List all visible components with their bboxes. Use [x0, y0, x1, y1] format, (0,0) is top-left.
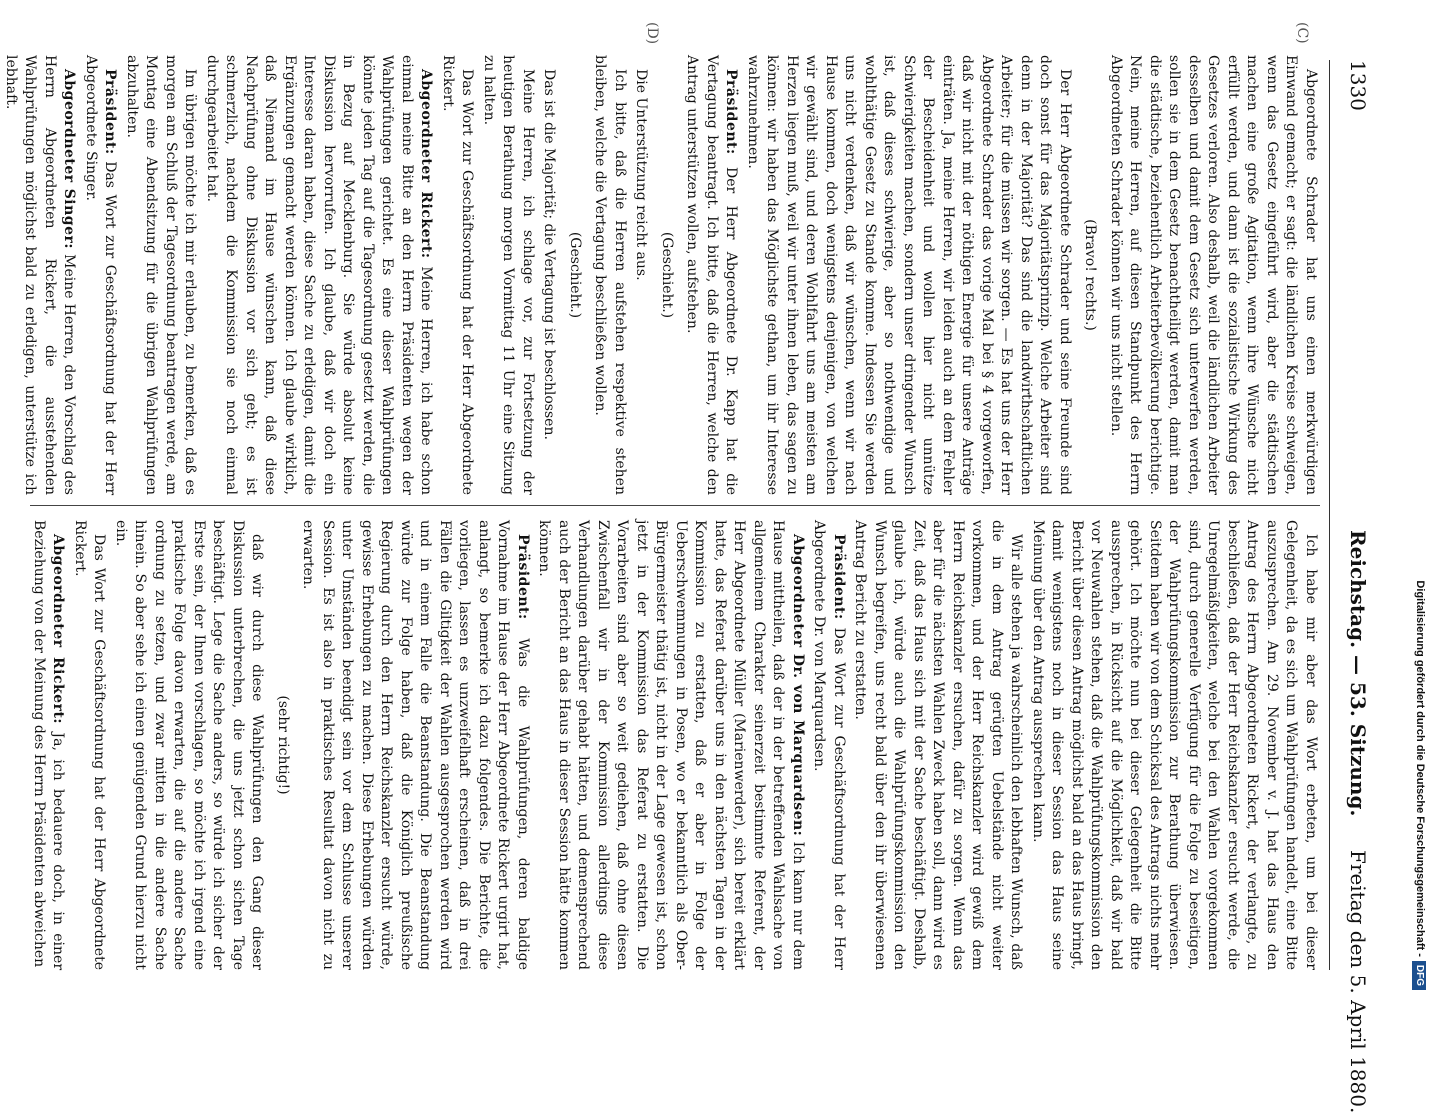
paragraph-text: (Bravo! rechts.): [1082, 219, 1099, 331]
paragraph-text: Ich habe mir aber das Wort erbeten, um bei dieser Gelegenheit, da es sich um Wahlprüfungen handelt, eine Bitte auszusprechen. Am 29. November v. J. hat das Haus den Antrag des Herrn Abgeordneten Rickert, der verlangte, zu beschließen, daß der Herr Reichskanzler ersucht werde, die Unregelmäßigkeiten, welche bei den Wahlen vorgekommen sind, durch generelle Verfügung für die Folge zu beseitigen, der Wahlprüfungskommission zur Berathung überwiesen. Seitdem haben wir von dem Schicksal des Antrags nichts mehr gehört. Ich möchte nun bei dieser Gelegenheit die Bitte aussprechen, in Rücksicht auf die Möglichkeit, daß wir bald vor Neuwahlen stehen, daß die Wahlprüfungskommission den Bericht über diesen Antrag möglichst bald an das Haus bringt, damit wenigstens noch in dieser Session das Haus seine Meinung über den Antrag aussprechen kann.: [1030, 520, 1319, 970]
speaker-name: Präsident:: [723, 69, 740, 155]
dfg-logo: DFG: [1412, 961, 1426, 990]
left-column: [3, 55, 1320, 496]
paragraph-text: Das ist die Majorität; die Vertagung ist beschlossen.: [541, 69, 558, 440]
header-title: Reichstag. — 53. Sitzung.: [1346, 530, 1370, 817]
speech-paragraph: [298, 520, 532, 970]
margin-mark-d: (D): [644, 22, 660, 45]
paragraph-text: Der Herr Abgeordnete Dr. Kapp hat die Vertagung beantragt. Ich bitte, daß die Herren, welche den Antrag unterstützen wollen, aufstehen.: [684, 55, 740, 496]
speaker-name: Präsident:: [831, 534, 847, 620]
paragraph-text: Der Herr Abgeordnete Schrader und seine Freunde sind doch sonst für das Majoritätsprinzip. Welche Arbeiter sind denn in der Majorität? Das sind die landwirthschaftlichen Arbeiter; für die müssen wir sorgen. — Es hat uns der Herr Abgeordnete Schrader das vorige Mal bei § 4 vorgeworfen, daß wir nicht mit der nöthigen Energie für unsere Anträge einträten. Ja, meine Herren, wir leiden auch an dem Fehler der Bescheidenheit und wollen hier nicht unnütze Schwierigkeiten machen, sondern unser dringender Wunsch ist, daß dieses schwierige, aber so nothwendige und wohlthätige Gesetz zu Stande komme. Indessen Sie werden uns nicht verdenken, daß wir wünschen, wenn wir nach Hause kommen, doch wenigstens denjenigen, von welchen wir gewählt sind, und deren Wohlfahrt uns am meisten am Herzen liegen muß, weil wir unter ihnen leben, das sagen zu können: wir haben das Möglichste gethan, um ihr Interesse wahrzunehmen.: [745, 55, 1073, 495]
paragraph-text: Im übrigen möchte ich mir erlauben, zu bemerken, daß es morgen am Schluß der Tagesordnung beantragen werde, am Montag eine Abendsitzung für die übrigen Wahlprüfungen abzuhalten.: [124, 55, 199, 495]
paragraph-text: Ja, ich bedauere doch, in einer Beziehung von der Meinung des Herrn Präsidenten abweichen: [31, 520, 67, 971]
paragraph-text: Die Unterstützung reicht aus.: [633, 69, 650, 281]
speech-paragraph: [122, 55, 200, 495]
speech-paragraph: [539, 55, 559, 495]
speech-paragraph: [81, 55, 120, 495]
page-header: [1329, 60, 1380, 1113]
speaker-name: Abgeordneter Rickert:: [50, 534, 67, 725]
column-divider: [30, 505, 1320, 506]
paragraph-text: Ich kann nur dem Hause mittheilen, daß der in der betreffenden Wahlsache von allgemeinem Charakter seinerzeit bestimmte Referent, der Herr Abgeordnete Müller (Marienwerder), sich bereit erklärt hatte, das Referat darüber uns in den nächsten Tagen in der Kommission zu erstatten, daß er aber in Folge der Ueberschwemmungen in Posen, wo er bekanntlich als Ober-Bürgermeister thätig ist, nicht in der Lage gewesen ist, schon jetzt in der Kommission das Referat zu erstatten. Die Vorarbeiten sind aber so weit gediehen, daß ohne diesen Zwischenfall wir in der Kommission allerdings diese Verhandlungen darüber gehabt hätten, und demensprechend auch der Bericht an das Haus in dieser Session hätte kommen können.: [536, 520, 806, 971]
speech-paragraph: [743, 55, 1075, 495]
paragraph-text: Meine Herren, ich schlage vor, zur Fortsetzung der heutigen Berathung morgen Vormittag 11 Uhr eine Sitzung zu halten.: [481, 55, 536, 495]
stage-direction: [1080, 55, 1100, 495]
speech-paragraph: [631, 55, 651, 495]
speech-paragraph: [809, 520, 848, 970]
stage-direction: [657, 55, 677, 495]
paragraph-text: Das Wort zur Geschäftsordnung hat der Herr Abgeordnete Rickert.: [72, 520, 108, 970]
page-number: 1330: [1346, 60, 1370, 111]
margin-mark-c: (C): [1294, 22, 1310, 44]
stage-direction: [273, 520, 293, 970]
speech-paragraph: [438, 55, 477, 495]
paragraph-text: Das Wort zur Geschäftsordnung hat der Herr Abgeordnete Singer.: [83, 55, 119, 496]
speech-paragraph: [1028, 520, 1321, 970]
paragraph-text: Meine Herren, den Vorschlag des Herrn Abgeordneten Rickert, die ausstehenden Wahlprüfungen möglichst bald zu erledigen, unterstütze ich lebhaft.: [3, 55, 78, 495]
paragraph-text: Ich bitte, daß die Herren aufstehen respektive stehen bleiben, welche die Vertagung beschließen wollen.: [592, 55, 628, 495]
paragraph-text: (Geschieht.): [659, 231, 675, 319]
paragraph-text: Wir alle stehen ja wahrscheinlich den lebhaften Wunsch, daß die in dem Antrag gerügten Uebelstände nicht weiter vorkommen, und der Herr Reichskanzler wird gewiß dem Herrn Reichskanzler ersuchen, dafür zu sorgen. Wenn das aber für die nächsten Wahlen Zweck haben soll, dann wird es Zeit, daß das Haus sich mit der Sache beschäftigt. Deshalb, glaube ich, würde auch die Wahlprüfungskommission den Wunsch begreifen, uns recht bald über den ihr überwiesenen Antrag Bericht zu erstatten.: [852, 520, 1025, 970]
speech-paragraph: [70, 520, 109, 970]
paragraph-text: (Geschieht.): [567, 231, 583, 319]
paragraph-text: Das Wort zur Geschäftsordnung hat der Herr Abgeordnete Rickert.: [440, 55, 476, 495]
stage-direction: [565, 55, 585, 495]
paragraph-text: Was die Wahlprüfungen, deren baldige Vornahme im Hause der Herr Abgeordnete Rickert urgirt hat, anlangt, so bemerke ich dazu folgendes. Die Berichte, die vorliegen, lassen es unzweifelhaft erscheinen, daß in drei Fällen die Giltigkeit der Wahlen ausgesprochen werden wird und in einem Falle die Beanstandung. Die Beanstandung würde zur Folge haben, daß die Königlich preußische Regierung durch den Herrn Reichskanzler ersucht würde, gewisse Erhebungen zu machen. Diese Erhebungen würden unter Umständen beendigt sein vor dem Schlusse unserer Session. Es ist also in praktisches Resultat davon nicht zu erwarten.: [300, 520, 531, 970]
right-column: [20, 520, 1320, 970]
speech-paragraph: [202, 55, 436, 495]
speech-paragraph: [534, 520, 807, 970]
speech-paragraph: [29, 520, 68, 970]
speaker-name: Präsident:: [515, 534, 531, 620]
speech-paragraph: [479, 55, 538, 495]
speaker-name: Präsident:: [102, 69, 119, 155]
header-date: Freitag den 5. April 1880.: [1346, 850, 1370, 1113]
speech-paragraph: [682, 55, 741, 495]
paragraph-text: Das Wort zur Geschäftsordnung hat der Herr Abgeordnete Dr. von Marquardsen.: [811, 520, 847, 970]
speech-paragraph: [590, 55, 629, 495]
funding-sidebar: [1408, 0, 1432, 1000]
speech-paragraph: [111, 520, 267, 970]
paragraph-text: Meine Herren, ich habe schon einmal meine Bitte an den Herrn Präsidenten wegen der Wahlprüfungen gerichtet. Es eine dieser Wahlprüfungen könnte jeden Tag auf die Tagesordnung gesetzt werden, die in Bezug auf Mecklenburg. Sie würde absolut keine Diskussion hervorrufen. Ich glaube, daß wir doch ein Interesse daran haben, diese Sache zu erledigen, damit die Ergänzungen gemacht werden können. Ich glaube wirklich, daß Niemand im Hause wünschen kann, daß diese Nachprüfung ohne Diskussion vor sich geht; es ist schmerzlich, nachdem die Kommission sie noch einmal durchgearbeitet hat.: [204, 55, 435, 496]
speaker-name: Abgeordneter Rickert:: [418, 69, 435, 259]
paragraph-text: daß wir durch diese Wahlprüfungen den Gang dieser Diskussion unterbrechen, die uns jetzt schon sichen Tage beschäftigt. Lege die Sache anders, so würde ich sicher der Erste sein, der Ihnen vorschlagen, so möchte ich irgend eine praktische Folge davon erwarten, die auf die andere Sache ordnung zu setzen, und zwar mitten in die andere Sache hinein. So aber sehe ich einen genügenden Grund hierzu nicht ein.: [113, 520, 266, 970]
funding-notice: Digitalisierung gefördert durch die Deutsche Forschungsgemeinschaft -: [1414, 580, 1426, 957]
paragraph-text: Abgeordnete Schrader hat uns einen merkwürdigen Einwand gemacht; er sagt: die ländlichen Kreise schweigen, wenn das Gesetz eingeführt wird, aber die städtischen machen eine große Agitation, wenn ihre Wünsche nicht erfüllt werden, und dann ist die sozialistische Wirkung des Gesetzes verloren. Also deshalb, weil die ländlichen Arbeiter desselben und damit dem Gesetz sich unterwerfen werden, sollen sie in dem Gesetz benachtheiligt werden, damit man die städtische, beziehentlich Arbeiterbevölkerung berichtige. Nein, meine Herren, auf diesen Standpunkt des Herrn Abgeordneten Schrader können wir uns nicht stellen.: [1108, 55, 1319, 495]
speech-paragraph: [850, 520, 1026, 970]
speech-paragraph: [1, 55, 79, 495]
speaker-name: Abgeordneter Singer:: [61, 69, 78, 250]
speaker-name: Abgeordneter Dr. von Marquardsen:: [790, 534, 806, 837]
paragraph-text: (sehr richtig!): [275, 695, 291, 795]
speech-paragraph: [1106, 55, 1321, 495]
